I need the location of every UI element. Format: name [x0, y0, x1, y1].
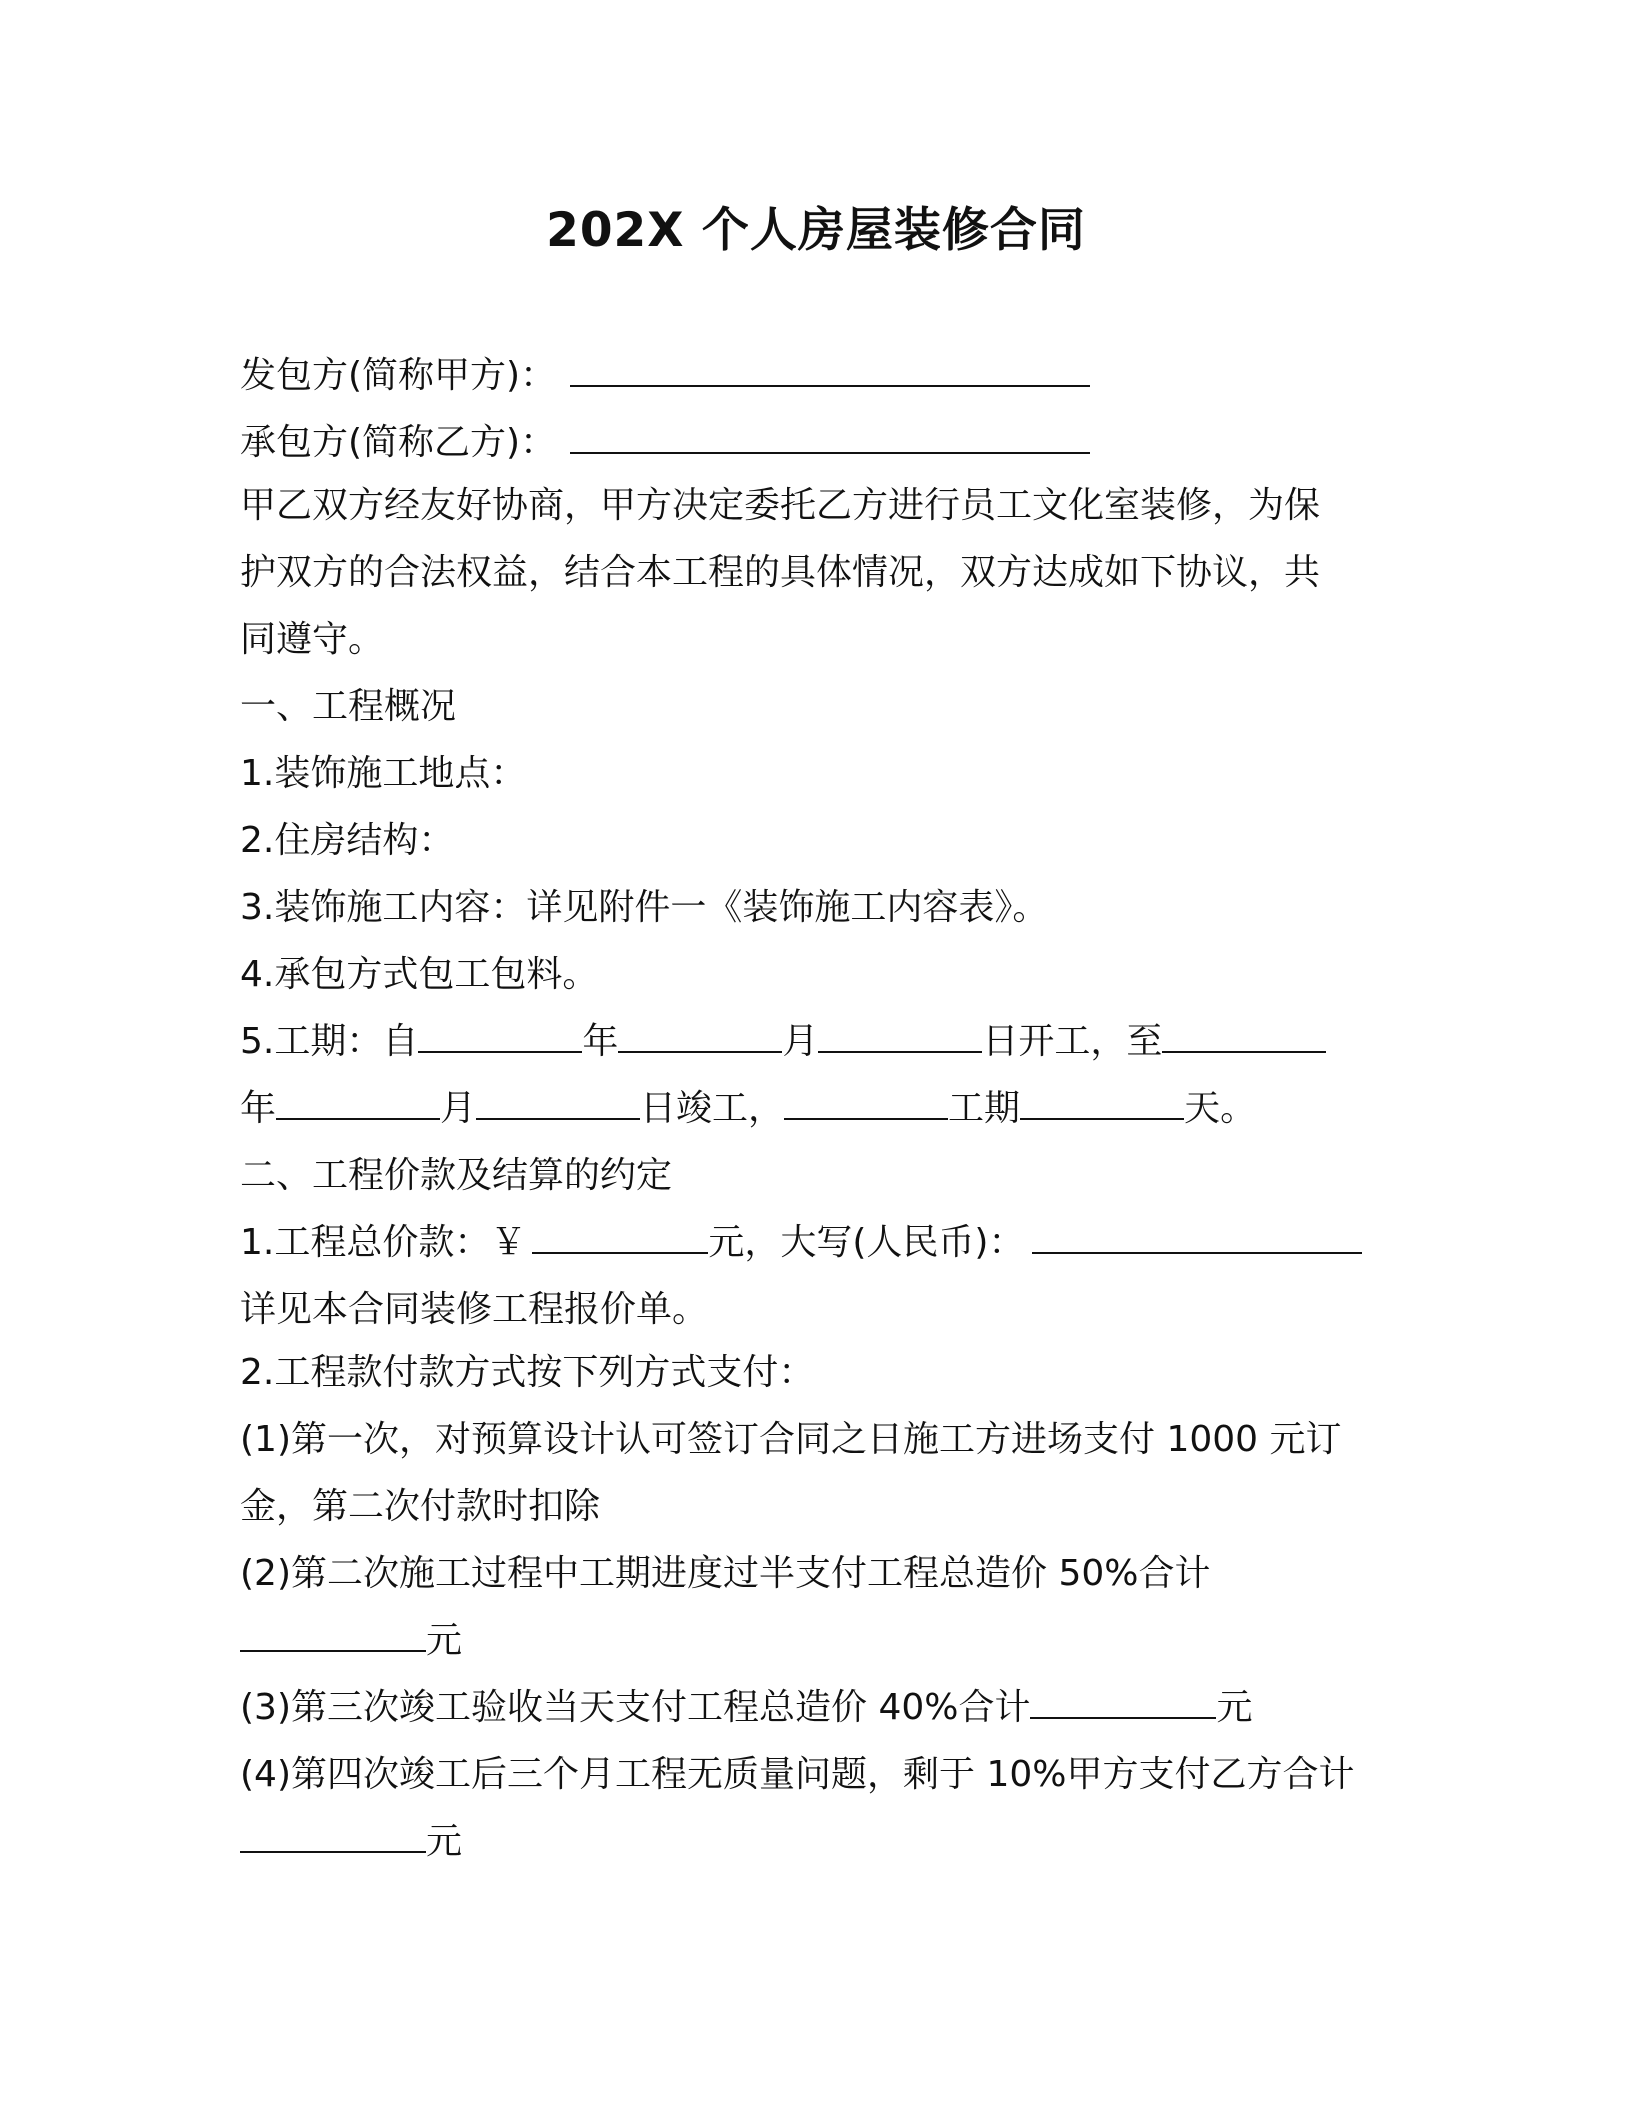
intro-line-2: 护双方的合法权益，结合本工程的具体情况，双方达成如下协议，共: [240, 552, 1321, 593]
end-day-blank: [476, 1084, 640, 1120]
price-uppercase-blank: [1032, 1218, 1362, 1254]
period-duration-label: 工期: [948, 1088, 1021, 1129]
payment-4-line-1: (4)第四次竣工后三个月工程无质量问题，剩于 10%甲方支付乙方合计: [240, 1754, 1355, 1795]
period-line-1: [240, 1008, 1390, 1075]
item-housing-structure: 2.住房结构：: [240, 820, 455, 861]
duration-blank: [784, 1084, 948, 1120]
payment-2-line-2: [240, 1607, 1390, 1674]
payment-2-yuan: 元: [426, 1620, 463, 1661]
price-amount-blank: [532, 1218, 708, 1254]
party-a-label: 发包方(简称甲方)：: [240, 355, 557, 396]
payment-3-yuan: 元: [1216, 1687, 1253, 1728]
party-a-line: [240, 342, 1390, 409]
party-a-blank: [570, 351, 1090, 387]
price-line: [240, 1209, 1390, 1276]
end-year-blank: [1162, 1017, 1326, 1053]
document-title: 202X 个人房屋装修合同: [546, 203, 1086, 258]
period-month-label: 月: [782, 1021, 819, 1062]
party-b-line: [240, 409, 1390, 472]
days-blank: [1020, 1084, 1184, 1120]
period-label: 5.工期：自: [240, 1021, 419, 1062]
document-body: [240, 342, 1390, 1875]
item-construction-site: 1.装饰施工地点：: [240, 753, 527, 794]
party-b-blank: [570, 418, 1090, 454]
payment-heading: 2.工程款付款方式按下列方式支付：: [240, 1352, 815, 1393]
party-b-label: 承包方(简称乙方)：: [240, 422, 557, 463]
start-month-blank: [618, 1017, 782, 1053]
payment-4-amount-blank: [240, 1817, 426, 1853]
payment-3-line: [240, 1674, 1390, 1741]
period-year2-label: 年: [240, 1088, 277, 1129]
period-day-start-label: 日开工，至: [982, 1021, 1163, 1062]
period-line-2: [240, 1075, 1390, 1142]
payment-2-line-1: (2)第二次施工过程中工期进度过半支付工程总造价 50%合计: [240, 1553, 1211, 1594]
section-2-heading: 二、工程价款及结算的约定: [240, 1155, 673, 1196]
payment-3-amount-blank: [1030, 1683, 1216, 1719]
period-month2-label: 月: [440, 1088, 477, 1129]
payment-2-amount-blank: [240, 1616, 426, 1652]
period-year-label: 年: [582, 1021, 619, 1062]
period-day-end-label: 日竣工，: [640, 1088, 785, 1129]
intro-line-1: 甲乙双方经友好协商，甲方决定委托乙方进行员工文化室装修，为保: [240, 485, 1321, 526]
start-year-blank: [418, 1017, 582, 1053]
payment-4-line-2: [240, 1808, 1390, 1875]
item-contract-method: 4.承包方式包工包料。: [240, 954, 599, 995]
price-label: 1.工程总价款：￥: [240, 1222, 527, 1263]
payment-1-line-2: 金，第二次付款时扣除: [240, 1486, 601, 1527]
payment-1-line-1: (1)第一次，对预算设计认可签订合同之日施工方进场支付 1000 元订: [240, 1419, 1342, 1460]
item-construction-content: 3.装饰施工内容：详见附件一《装饰施工内容表》。: [240, 887, 1049, 928]
section-1-heading: 一、工程概况: [240, 686, 457, 727]
intro-line-3: 同遵守。: [240, 619, 385, 660]
period-days-label: 天。: [1184, 1088, 1257, 1129]
end-month-blank: [276, 1084, 440, 1120]
price-unit-label: 元，大写(人民币)：: [708, 1222, 1025, 1263]
payment-4-yuan: 元: [426, 1821, 463, 1862]
payment-3-label: (3)第三次竣工验收当天支付工程总造价 40%合计: [240, 1687, 1031, 1728]
price-note: 详见本合同装修工程报价单。: [240, 1289, 709, 1330]
start-day-blank: [818, 1017, 982, 1053]
